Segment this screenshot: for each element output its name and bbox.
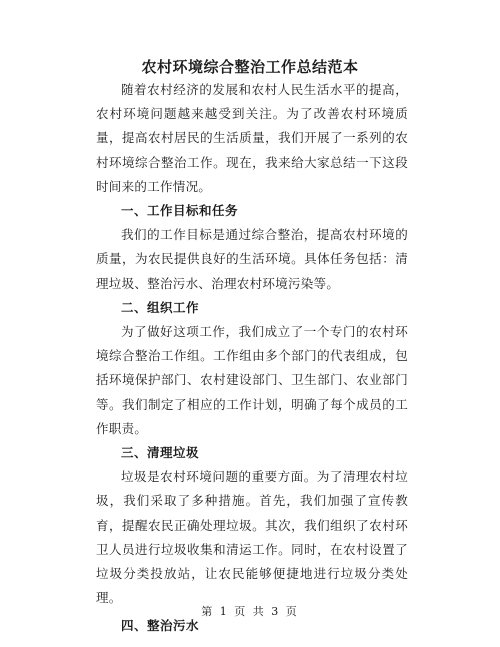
section-heading-organization: 二、组织工作 [121,299,200,315]
page-number-footer: 第 1 页 共 3 页 [201,605,299,618]
document-body [96,78,408,639]
section-heading-sewage: 四、整治污水 [121,618,200,634]
section-body-organization: 为了做好这项工作，我们成立了一个专门的农村环境综合整治工作组。工作组由多个部门的代表组成，包括环境保护部门、农村建设部门、卫生部门、农业部门等。我们制定了相应的工作计划，明确了每个成员的工作职责。 [96,324,408,436]
document-title: 农村环境综合整治工作总结范本 [141,58,359,76]
section-heading-goals: 一、工作目标和任务 [121,203,239,219]
section-heading-garbage: 三、清理垃圾 [121,445,200,461]
intro-paragraph: 随着农村经济的发展和农村人民生活水平的提高，农村环境问题越来越受到关注。为了改善农村环境质量，提高农村居民的生活质量，我们开展了一系列的农村环境综合整治工作。现在，我来给大家总结一下这段时间来的工作情况。 [96,82,408,194]
section-body-goals: 我们的工作目标是通过综合整治，提高农村环境的质量，为农民提供良好的生活环境。具体任务包括：清理垃圾、整治污水、治理农村环境污染等。 [96,227,408,291]
section-body-garbage: 垃圾是农村环境问题的重要方面。为了清理农村垃圾，我们采取了多种措施。首先，我们加强了宣传教育，提醒农民正确处理垃圾。其次，我们组织了农村环卫人员进行垃圾收集和清运工作。同时，在农村设置了垃圾分类投放站，让农民能够便捷地进行垃圾分类处理。 [96,469,408,606]
